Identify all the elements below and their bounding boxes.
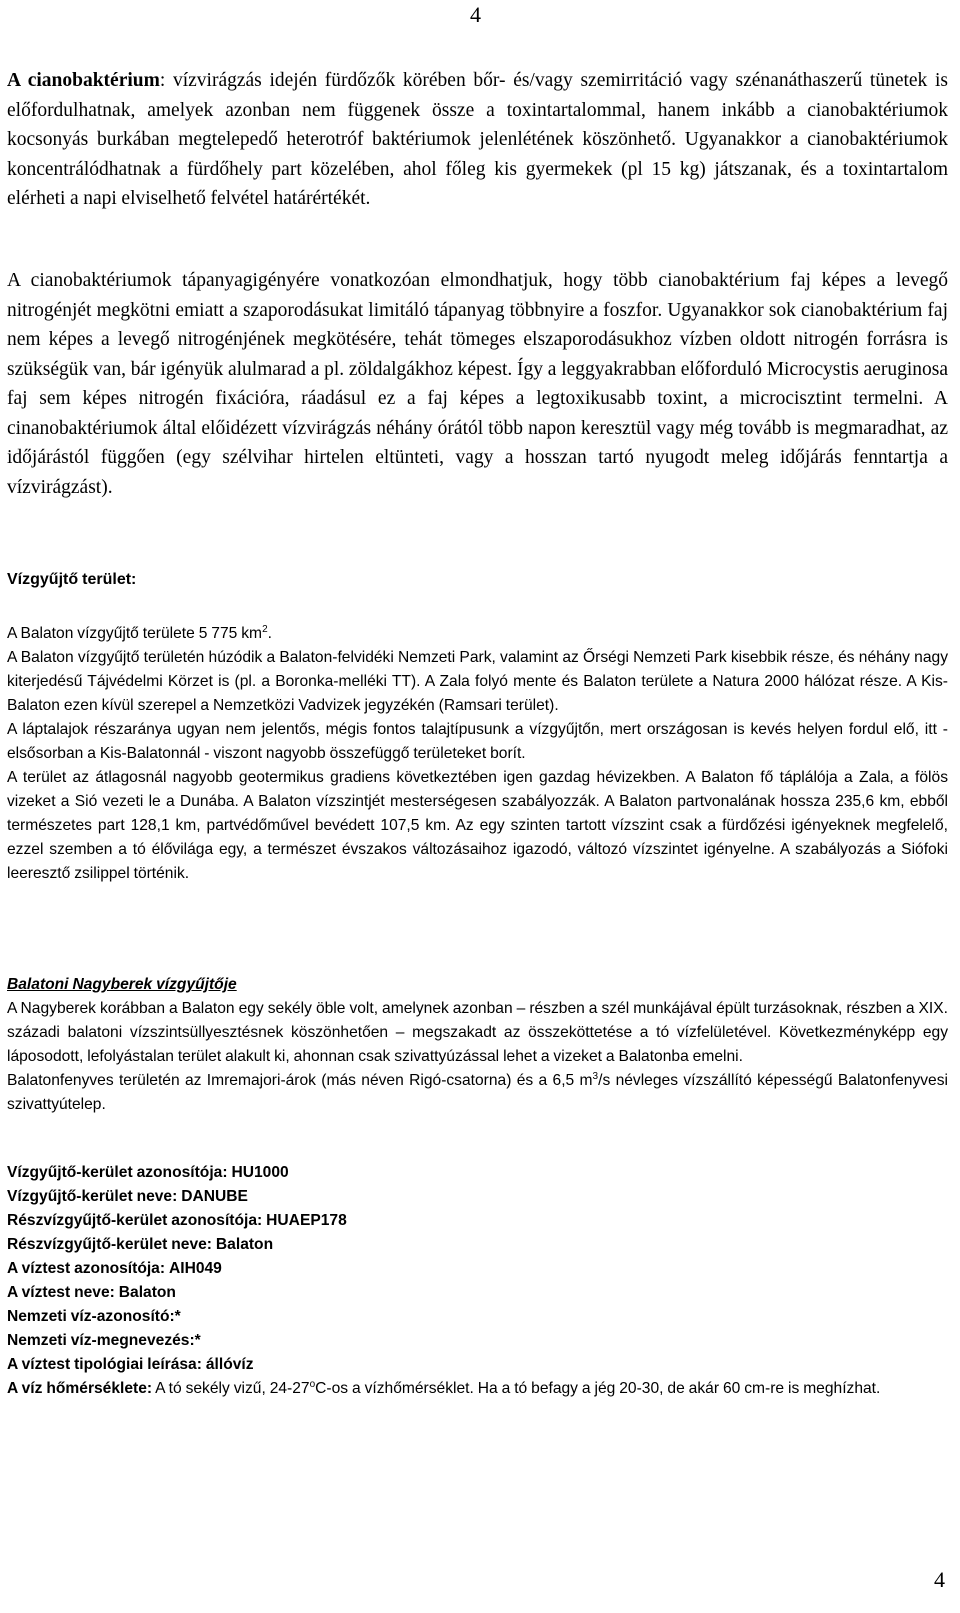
id-row: Nemzeti víz-megnevezés:* <box>7 1332 201 1349</box>
id-row: Nemzeti víz-azonosító:* <box>7 1308 181 1325</box>
cyano-paragraph-2: A cianobaktériumok tápanyagigényére vonatkozóan elmondhatjuk, hogy több cianobaktérium faj képes a levegő nitrogénjét megkötni emiatt a szaporodásukat limitáló tápanyag többnyire a foszfor. Ugyanakkor sok cianobaktérium faj nem képes a levegő nitrogénjének megkötésére, tehát tömeges elszaporodásukhoz vízben oldott nitrogén forrásra is szükségük van, bár igényük alulmarad a pl. zöldalgákhoz képest. Így a leggyakrabban előforduló Microcystis aeruginosa faj sem képes nitrogén fixációra, ráadásul ez a faj képes a legtoxikusabb toxint, a microcisztint termelni. A cinanobaktériumok által előidézett vízvirágzás néhány órától több napon keresztül vagy még tovább is megmaradhat, az időjárástól függően (egy szélvihar hirtelen eltünteti, vagy a hosszan tartó nyugodt meleg időjárás fenntartja a vízvirágzást). <box>7 270 948 498</box>
temperature-label: A víz hőmérséklete: <box>7 1380 153 1397</box>
id-row: A víztest tipológiai leírása: állóvíz <box>7 1356 254 1373</box>
watershed-heading: Vízgyűjtő terület: <box>7 571 137 588</box>
watershed-area: A Balaton vízgyűjtő területe 5 775 $km^2$. <box>7 623 272 642</box>
page-number-bottom: 4 <box>934 1567 945 1592</box>
id-row: Részvízgyűjtő-kerület azonosítója: HUAEP178 <box>7 1212 347 1229</box>
waterbody-id-list <box>7 1161 948 1401</box>
page-number-top: 4 <box>470 2 481 27</box>
id-row: A víztest azonosítója: AIH049 <box>7 1260 222 1277</box>
watershed-body <box>7 622 948 886</box>
watershed-geo-paragraph: A terület az átlagosnál nagyobb geotermikus gradiens következtében igen gazdag hévizekben. A Balaton fő táplálója a Zala, a fölös vizeket a Sió vezeti le a Dunába. A Balaton vízszintjét mesterségesen szabályozzák. A Balaton partvonalának hossza 235,6 km, ebből természetes part 128,1 km, partvédőművel bevédett 107,5 km. Az egy szinten tartott vízszint csak a fürdőzési igényeknek megfelelő, ezzel szemben a tó élővilága egy, a természet évszakos változásaihoz igazodó, változó vízszintet igényelne. A szabályozás a Siófoki leeresztő zsilippel történik. <box>7 769 948 882</box>
cyano-paragraph-1 <box>7 66 948 214</box>
cyano-term: A cianobaktérium <box>7 70 160 91</box>
id-row: A víztest neve: Balaton <box>7 1284 176 1301</box>
temperature-row: A víz hőmérséklete: A tó sekély vizű, 24-27$^o$C-os a vízhőmérséklet. Ha a tó befagy a jég 20-30, de akár 60 cm-re is meghízhat. <box>7 1378 881 1397</box>
nagyberek-heading: Balatoni Nagyberek vízgyűjtője <box>7 976 237 993</box>
cubic-superscript: 3 <box>592 1070 599 1082</box>
cyano-p1-text: : vízvirágzás idején fürdőzők körében bőr- és/vagy szemirritáció vagy szénanáthaszerű tünetek is előfordulhatnak, amelyek azonban nem függenek össze a toxintartalommal, hanem inkább a cianobaktériumok kocsonyás burkában megtelepedő heterotróf baktériumok jelenlétének köszönhető. Ugyanakkor a cianobaktériumok koncentrálódhatnak a fürdőhely part közelében, ahol főleg kis gyermekek (pl 15 kg) játszanak, és a toxintartalom elérheti a napi elviselhető felvétel határértékét. <box>7 70 948 209</box>
nagyberek-section <box>7 973 948 1117</box>
degree-superscript: o <box>309 1378 316 1390</box>
id-row: Részvízgyűjtő-kerület neve: Balaton <box>7 1236 274 1253</box>
area-superscript: 2 <box>262 623 268 635</box>
nagyberek-paragraph-1: A Nagyberek korábban a Balaton egy sekély öble volt, amelynek azonban – részben a szél munkájával épült turzásoknak, részben a XIX. századi balatoni vízszintsüllyesztésnek köszönhetően – megszakadt az összeköttetése a tó vízfelületével. Következményképp egy láposodott, lefolyástalan terület alakult ki, ahonnan csak szivattyúzással lehet a vizeket a Balatonba emelni. <box>7 1000 948 1065</box>
watershed-park-paragraph: A Balaton vízgyűjtő területén húzódik a Balaton-felvidéki Nemzeti Park, valamint az Őrségi Nemzeti Park kisebbik része, és néhány nagy kiterjedésű Tájvédelmi Körzet is (pl. a Boronka-melléki TT). A Zala folyó mente és Balaton területe a Natura 2000 hálózat része. A Kis-Balaton ezen kívül szerepel a Nemzetközi Vadvizek jegyzékén (Ramsari terület). <box>7 649 948 714</box>
watershed-lap-paragraph: A láptalajok részaránya ugyan nem jelentős, mégis fontos talajtípusunk a vízgyűjtőn, mert országosan is kevés helyen fordul elő, itt - elsősorban a Kis-Balatonnál - viszont nagyobb összefüggő területeket borít. <box>7 721 948 762</box>
nagyberek-paragraph-2: Balatonfenyves területén az Imremajori-árok (más néven Rigó-csatorna) és a 6,5 $m^3/s$ névleges vízszállító képességű Balatonfenyvesi szivattyútelep. <box>7 1070 948 1113</box>
id-row: Vízgyűjtő-kerület neve: DANUBE <box>7 1188 248 1205</box>
id-row: Vízgyűjtő-kerület azonosítója: HU1000 <box>7 1164 289 1181</box>
